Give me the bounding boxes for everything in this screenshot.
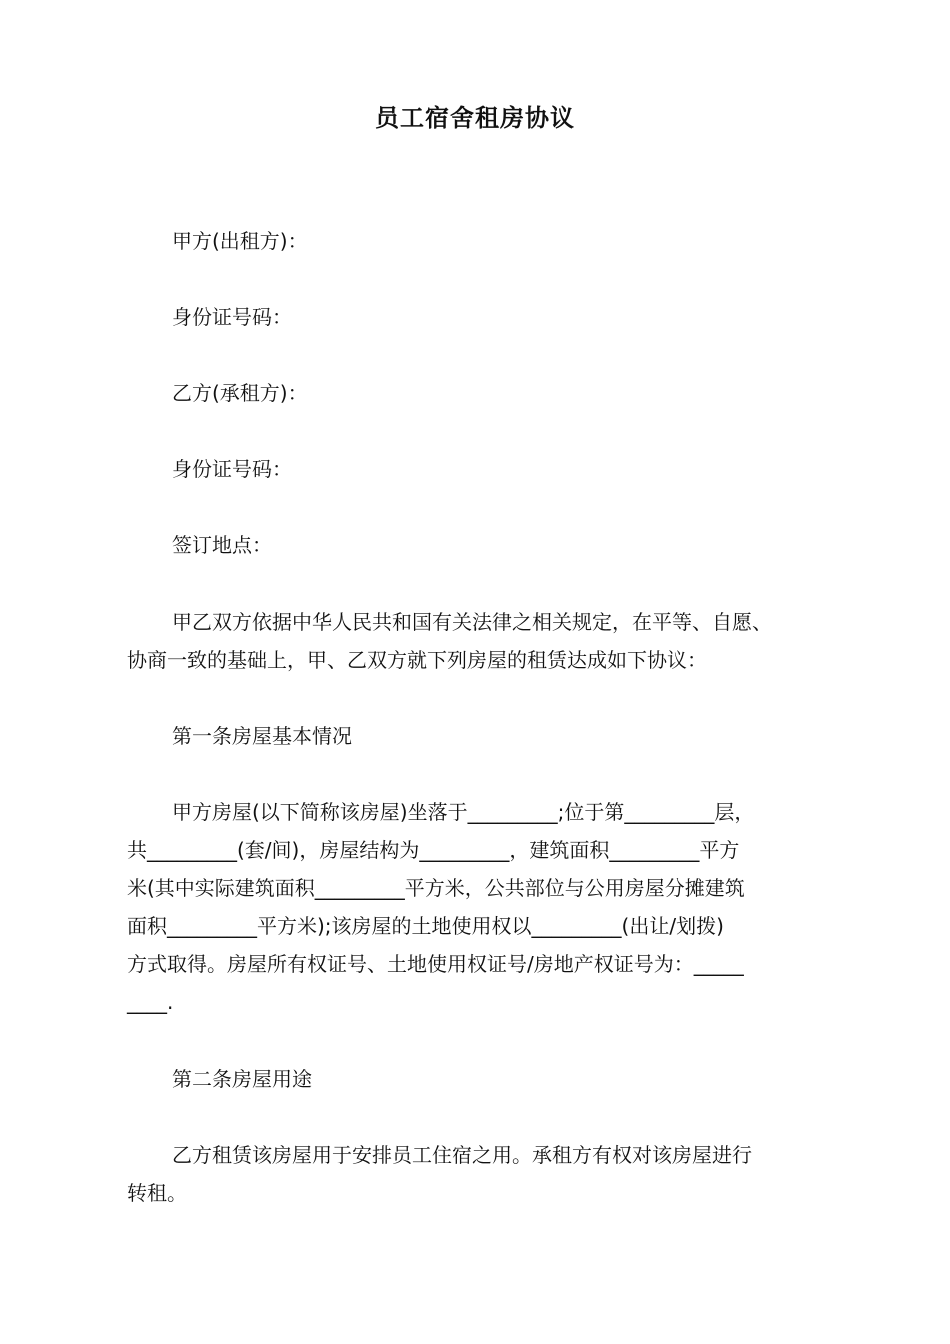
party-a-id-label: 身份证号码：	[172, 305, 292, 329]
article-2-line-1: 乙方租赁该房屋用于安排员工住宿之用。承租方有权对该房屋进行	[172, 1143, 752, 1167]
intro-paragraph-line-1: 甲乙双方依据中华人民共和国有关法律之相关规定，在平等、自愿、	[172, 610, 772, 634]
party-b-label: 乙方(承租方)：	[172, 381, 308, 405]
intro-paragraph-line-2: 协商一致的基础上，甲、乙双方就下列房屋的租赁达成如下协议：	[127, 648, 707, 672]
article-1-line-3: 米(其中实际建筑面积_________平方米，公共部位与公用房屋分摊建筑	[127, 876, 745, 900]
article-1-line-6: ____.	[127, 990, 174, 1014]
article-2-heading: 第二条房屋用途	[172, 1067, 312, 1091]
article-1-line-1: 甲方房屋(以下简称该房屋)坐落于_________;位于第_________层，	[172, 800, 755, 824]
party-b-id-label: 身份证号码：	[172, 457, 292, 481]
article-1-line-2: 共_________(套/间)，房屋结构为_________，建筑面积_________平方	[127, 838, 740, 862]
article-2-line-2: 转租。	[127, 1181, 187, 1205]
article-1-line-5: 方式取得。房屋所有权证号、土地使用权证号/房地产权证号为：_____	[127, 952, 744, 976]
signing-place-label: 签订地点：	[172, 533, 272, 557]
document-title: 员工宿舍租房协议	[375, 104, 575, 132]
article-1-heading: 第一条房屋基本情况	[172, 724, 352, 748]
party-a-label: 甲方(出租方)：	[172, 229, 308, 253]
article-1-line-4: 面积_________平方米);该房屋的土地使用权以_________(出让/划拨)	[127, 914, 724, 938]
